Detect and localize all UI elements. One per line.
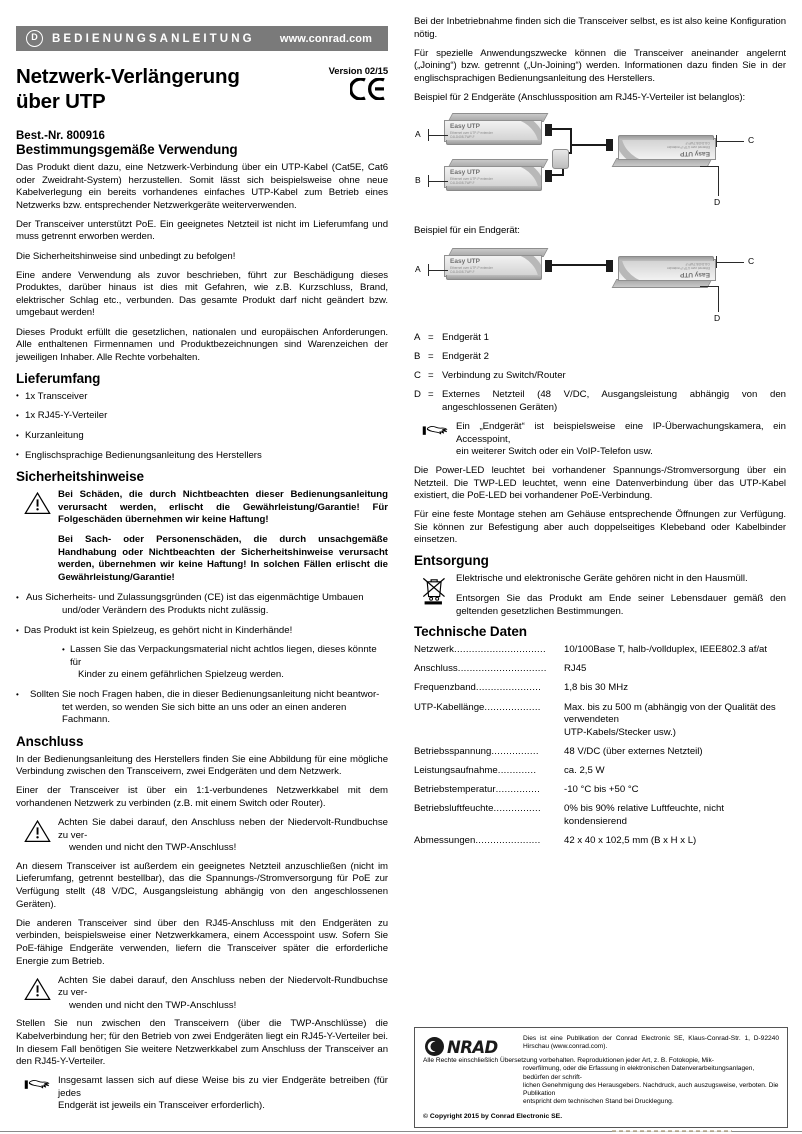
- legend-value: Externes Netzteil (48 V/DC, Ausgangsleistung abhängig von den angeschlossenen Geräten): [442, 389, 786, 414]
- tech-dots: ......................: [475, 682, 542, 694]
- section-heading-intended-use: Bestimmungsgemäße Verwendung: [16, 142, 238, 157]
- diagram-label-c2: C: [748, 256, 755, 267]
- warning-triangle-icon-wrap: [16, 975, 58, 1001]
- warning-triangle-icon-wrap: [16, 817, 58, 843]
- right-column: [414, 0, 786, 854]
- footer-rights-3: lichen Genehmigung des Herausgebers. Nachdruck, auch auszugsweise, verboten. Die Publikation: [523, 1081, 779, 1098]
- conrad-logo: [423, 1035, 515, 1057]
- right-hand-line1: Ein „Endgerät“ ist beispielsweise eine IP-Überwachungskamera, ein Accesspoint,: [456, 421, 786, 445]
- device-brand-label: Easy UTP: [450, 123, 480, 131]
- section-heading-safety: Sicherheitshinweise: [16, 469, 144, 485]
- tech-label: [414, 784, 564, 797]
- leader-tick-d2: [700, 286, 719, 287]
- device-base: [618, 135, 714, 140]
- website-url: www.conrad.com: [279, 32, 372, 45]
- leader-tick-d: [700, 166, 719, 167]
- connection-warning-1-text: [58, 817, 388, 855]
- tech-value: [564, 746, 786, 759]
- tech-dots: ...................: [484, 701, 541, 713]
- tech-value-text: -10 °C bis +50 °C: [564, 784, 639, 795]
- intended-use-p5: Dieses Produkt erfüllt die gesetzlichen, nationalen und europäischen Anforderungen. Alle enthaltenen Firmennamen und Produktbezeichnungen sind Warenzeichen der jeweiligen Inhaber. Alle Rechte vorbehalten.: [16, 326, 388, 363]
- tech-label-text: Betriebsspannung: [414, 745, 492, 757]
- tech-dots: ...............: [495, 784, 541, 795]
- right-hand-note-text: [456, 421, 786, 459]
- device-transceiver-a2: [444, 248, 548, 282]
- legend-key: A: [414, 332, 421, 344]
- tech-label: [414, 702, 564, 740]
- diagram-label-a: A: [415, 129, 421, 140]
- legend-row: [414, 389, 786, 414]
- left-column: [16, 0, 388, 1119]
- footer-rights-4: entspricht dem technischen Stand bei Drucklegung.: [523, 1098, 674, 1106]
- wire-a2-to-c2: [550, 264, 608, 266]
- tech-value: [564, 835, 786, 848]
- device-face: [444, 120, 542, 142]
- disposal-line1: Elektrische und elektronische Geräte gehören nicht in den Hausmüll.: [456, 573, 748, 585]
- tech-dots: .............: [497, 764, 537, 776]
- tech-label: [414, 682, 564, 695]
- safety-warning-text: [58, 489, 388, 584]
- wire-a-down: [570, 128, 572, 154]
- pointing-hand-icon: [24, 1077, 50, 1093]
- safety-warning-2: Bei Sach- oder Personenschäden, die durch unsachgemäße Handhabung oder Nichtbeachten der Sicherheitshinweise verursacht werden, übernehmen wir keine Haftung! In solchen Fällen erlischt die Gewährleistung/Garantie!: [58, 533, 388, 583]
- device-brand-label: Easy UTP: [450, 169, 480, 177]
- legend-key: C: [414, 370, 421, 382]
- device-face: [444, 255, 542, 277]
- diagram-two-devices: [414, 111, 786, 223]
- table-row: [414, 803, 786, 828]
- leader-line-b: [428, 181, 448, 182]
- list-item: • 1x RJ45-Y-Verteiler: [16, 410, 388, 423]
- footer-imprint-box: [414, 1027, 788, 1128]
- disposal-block: [414, 573, 786, 618]
- table-row: [414, 702, 786, 740]
- legend-row: [414, 370, 786, 383]
- right-hand-line2: ein weiterer Switch oder ein VoIP-Telefon usw.: [456, 446, 653, 458]
- table-row: [414, 765, 786, 778]
- device-face: [618, 259, 716, 281]
- tech-value: [564, 663, 786, 676]
- table-row: [414, 746, 786, 759]
- intended-use-p4: Eine andere Verwendung als zuvor beschrieben, führt zur Beschädigung dieses Produktes, darüber hinaus ist dies mit Gefahren, wie z.B. Kurzschluss, Brand, elektrischer Schlag etc., verbunden. Das gesamte Produkt darf nicht geändert bzw. umgebaut werden!: [16, 269, 388, 319]
- connection-warn1-line2: wenden und nicht den TWP-Anschluss!: [69, 842, 237, 854]
- crossed-out-wheelie-bin-icon: [422, 575, 448, 606]
- tech-label-text: Betriebsluftfeuchte: [414, 803, 494, 815]
- safety-warning-1: Bei Schäden, die durch Nichtbeachten dieser Bedienungsanleitung verursacht werden, erlischt die Gewährleistung/Garantie! Für Folgeschäden übernehmen wir keine Haftung!: [58, 489, 388, 526]
- device-sub2: C4LD408-TWP-F: [450, 269, 475, 274]
- legend-key: D: [414, 389, 421, 401]
- disposal-text: [456, 573, 786, 618]
- table-row: [414, 784, 786, 797]
- diagram-label-d2: D: [714, 313, 721, 324]
- tech-value: [564, 682, 786, 695]
- connection-hand-note: [16, 1075, 388, 1113]
- tech-label-text: Betriebstemperatur: [414, 784, 496, 795]
- diagram-caption-2: Beispiel für ein Endgerät:: [414, 225, 520, 237]
- device-base: [446, 275, 542, 280]
- legend-equals: =: [428, 351, 434, 363]
- device-transceiver-c2: [612, 254, 716, 288]
- device-sub-label: [450, 131, 493, 139]
- connection-warning-2-text: [58, 975, 388, 1013]
- legend-equals: =: [428, 332, 434, 344]
- ce-logo-icon: [350, 78, 388, 100]
- list-item: [16, 644, 388, 682]
- tech-value-text: 10/100Base T, halb-/vollduplex, IEEE802.3 af/at: [564, 644, 768, 656]
- right-hand-note: [414, 421, 786, 459]
- page-title-line2: über UTP: [16, 90, 106, 113]
- diagram-label-c: C: [748, 135, 755, 146]
- list-item: • 1x Transceiver: [16, 391, 388, 404]
- tech-label: [414, 663, 564, 676]
- leader-line-a2: [428, 270, 448, 271]
- connection-p3: An diesem Transceiver ist außerdem ein geeignetes Netzteil anzuschließen (nicht im Lieferumfang, getrennt bestellbar), das die Spannungs-/Stromversorgung für PoE zur Verfügung stellt (48 V/DC, Ausgangsleistung abhängig von den angeschlossenen Geräten).: [16, 860, 388, 910]
- leader-line-d2: [718, 286, 719, 312]
- intended-use-p3: Die Sicherheitshinweise sind unbedingt zu befolgen!: [16, 250, 236, 262]
- footer-top-row: [423, 1035, 779, 1057]
- pointing-hand-icon: [422, 423, 448, 439]
- tech-label-text: Leistungsaufnahme: [414, 764, 498, 776]
- tech-value-text: ca. 2,5 W: [564, 764, 605, 776]
- header-band: [16, 26, 388, 51]
- right-intro-p2: Für spezielle Anwendungszwecke können die Transceiver aneinander angelernt („Joining“) bzw. getrennt („Un-Joining“) werden. Informationen dazu finden Sie in der englischsprachigen Bedienungsanleitung des Herstellers.: [414, 47, 786, 84]
- tech-dots: ................: [493, 803, 541, 815]
- device-sub1: Ethernet over UTP-P extender: [450, 176, 493, 181]
- tech-dots: ...............................: [453, 644, 546, 656]
- right-intro-p1: Bei der Inbetriebnahme finden sich die Transceiver selbst, es ist also keine Konfiguration nötig.: [414, 16, 786, 40]
- section-heading-scope: Lieferumfang: [16, 370, 101, 386]
- safety-item-2-text: Lassen Sie das Verpackungsmaterial nicht achtlos liegen, dieses könnte für: [70, 644, 377, 668]
- device-base: [618, 256, 714, 261]
- diagram-one-device: [414, 244, 786, 328]
- device-brand-label: Easy UTP: [680, 271, 710, 279]
- doc-type-label: BEDIENUNGSANLEITUNG: [52, 32, 255, 45]
- legend-row: [414, 332, 786, 345]
- section-heading-disposal: Entsorgung: [414, 553, 489, 569]
- device-sub1: Ethernet over UTP-P extender: [450, 130, 493, 135]
- device-brand-label: Easy UTP: [680, 150, 710, 158]
- list-item: [16, 625, 388, 638]
- connection-hand-note-text: [58, 1075, 388, 1113]
- ce-mark-icon: [329, 78, 388, 105]
- connection-hand-line2: Endgerät ist jeweils ein Transceiver erforderlich).: [58, 1100, 265, 1112]
- device-sub2: C4LD408-TWP-F: [685, 141, 710, 146]
- hand-icon-wrap: [16, 1075, 58, 1093]
- device-b-port: [545, 170, 552, 182]
- order-number: Best.-Nr. 800916: [16, 130, 105, 142]
- connection-p4: Die anderen Transceiver sind über den RJ45-Anschluss mit den Endgeräten zu verbinden, beispielsweise einer Netzwerkkamera, einem Accesspoint usw. Sofern Sie PoE-fähige Endgeräte verwenden, liefern die Transceiver später die erforderliche Energie zum Betrieb.: [16, 917, 388, 967]
- footer-rights-1: Alle Rechte einschließlich Übersetzung vorbehalten. Reproduktionen jeder Art, z. B. Fotokopie, Mik-: [423, 1057, 715, 1064]
- device-face: [444, 166, 542, 188]
- legend-value: Endgerät 2: [442, 351, 489, 363]
- connection-p1: In der Bedienungsanleitung des Herstellers finden Sie eine Abbildung für eine mögliche Verbindung zwischen den Transceivern, zwei Endgeräten und dem Netzwerk.: [16, 753, 388, 778]
- device-sub1: Ethernet over UTP-P extender: [667, 266, 710, 271]
- device-sub2: C4LD408-TWP-F: [450, 134, 475, 139]
- leader-line-c2: [716, 262, 744, 263]
- device-c-port: [606, 139, 613, 151]
- device-transceiver-a: [444, 113, 548, 147]
- mounting-paragraph: Für eine feste Montage stehen am Gehäuse entsprechende Öffnungen zur Verfügung. Sie können zur Befestigung aber auch doppelseitiges Klebeband oder Kabelbinder einsetzen.: [414, 509, 786, 546]
- version-block: [329, 64, 388, 105]
- footer-copyright: © Copyright 2015 by Conrad Electronic SE.: [423, 1112, 563, 1120]
- legend-value: Endgerät 1: [442, 332, 489, 344]
- device-a-port: [545, 124, 552, 136]
- connection-warn2-line2: wenden und nicht den TWP-Anschluss!: [69, 999, 237, 1011]
- tech-value: [564, 803, 786, 828]
- tech-value-text: 48 V/DC (über externes Netzteil): [564, 745, 703, 757]
- disposal-line2: Entsorgen Sie das Produkt am Ende seiner Lebensdauer gemäß den geltenden gesetzlichen Bestimmungen.: [456, 593, 786, 617]
- tech-label-text: Netzwerk: [414, 644, 454, 656]
- connection-hand-line1: Insgesamt lassen sich auf diese Weise bis zu vier Endgeräte betreiben (für jedes: [58, 1075, 388, 1099]
- tech-label: [414, 803, 564, 828]
- diagram-label-a2: A: [415, 264, 421, 275]
- warning-triangle-icon-wrap: [16, 489, 58, 515]
- leader-line-d: [718, 166, 719, 196]
- diagram-label-b: B: [415, 175, 421, 186]
- tech-dots: ......................: [475, 834, 541, 846]
- device-transceiver-b: [444, 159, 548, 193]
- section-heading-tech-data: Technische Daten: [414, 624, 527, 640]
- list-item: [16, 592, 388, 617]
- svg-text:NRAD: NRAD: [447, 1038, 498, 1057]
- legend-equals: =: [428, 370, 434, 382]
- tech-value-text: 1,8 bis 30 MHz: [564, 682, 628, 694]
- device-transceiver-c: [612, 133, 716, 167]
- conrad-logo-icon: [423, 1035, 515, 1058]
- wire-a-out: [550, 128, 572, 130]
- leader-tick-c: [716, 135, 717, 147]
- leader-line-a: [428, 135, 448, 136]
- legend-value: Verbindung zu Switch/Router: [442, 370, 566, 382]
- safety-bullet-list: [16, 592, 388, 726]
- table-row: [414, 663, 786, 676]
- device-sub2: C4LD408-TWP-F: [450, 180, 475, 185]
- connection-warning-1: [16, 817, 388, 855]
- connection-warn1-line1: Achten Sie dabei darauf, den Anschluss neben der Niedervolt-Rundbuchse zu ver-: [58, 817, 388, 841]
- list-item: [16, 689, 388, 727]
- section-heading-connection: Anschluss: [16, 733, 84, 749]
- legend-equals: =: [428, 389, 434, 401]
- device-a2-port: [545, 260, 552, 272]
- device-sub2: C4LD408-TWP-F: [685, 262, 710, 267]
- safety-item-0-cont: und/oder Verändern des Produkts nicht zulässig.: [62, 604, 269, 616]
- device-sub1: Ethernet over UTP-P extender: [667, 145, 710, 150]
- led-paragraph: Die Power-LED leuchtet bei vorhandener Spannungs-/Stromversorgung über ein Netzteil. Die TWP-LED leuchtet, wenn eine Datenverbindung über das UTP-Kabel existiert, die PoE-LED bei vorhandener PoE-Verbindung.: [414, 464, 786, 502]
- tech-value: [564, 784, 786, 797]
- tech-label: [414, 746, 564, 759]
- tech-value-text: 42 x 40 x 102,5 mm (B x H x L): [564, 834, 697, 846]
- hand-icon-wrap: [414, 421, 456, 439]
- tech-value: [564, 644, 786, 657]
- safety-item-0-text: Aus Sicherheits- und Zulassungsgründen (CE) ist das eigenmächtige Umbauen: [26, 592, 364, 604]
- page-title-line1: Netzwerk-Verlängerung: [16, 65, 240, 88]
- tech-label-text: Frequenzband: [414, 682, 476, 694]
- list-item: • Kurzanleitung: [16, 430, 388, 443]
- intended-use-p1: Das Produkt dient dazu, eine Netzwerk-Verbindung über ein UTP-Kabel (Cat5E, Cat6 oder Zweidraht-System) herzustellen. Somit lässt sich beispielsweise ohne neue Kabelverlegung ein bereits vorhandenes einfaches UTP-Kabel zum Betrieb eines Netzwerks bzw. entsprechender Netzwerkgeräte weiterverwenden.: [16, 162, 388, 211]
- device-sub-label: [667, 263, 710, 271]
- connection-p5: Stellen Sie nun zwischen den Transceivern (über die TWP-Anschlüsse) die Kabelverbindung her; für den Betrieb von zwei Endgeräten liegt ein RJ45-Y-Verteiler bei. In diesem Fall benötigen Sie weitere Netzwerkkabel zum Anschluss der Transceiver an den RJ45-Y-Verteiler.: [16, 1018, 388, 1068]
- table-row: [414, 682, 786, 695]
- tech-value-cont: UTP-Kabels/Stecker usw.): [564, 726, 676, 738]
- legend-key: B: [414, 351, 421, 363]
- leader-tick-a2: [428, 264, 429, 276]
- warning-triangle-icon: [24, 491, 51, 515]
- tech-label-text: Anschluss: [414, 663, 458, 675]
- device-sub-label: [450, 177, 493, 185]
- trash-icon-wrap: [414, 573, 456, 606]
- diagram-caption-1: Beispiel für 2 Endgeräte (Anschlussposition am RJ45-Y-Verteiler ist belanglos):: [414, 91, 746, 103]
- connection-warn2-line1: Achten Sie dabei darauf, den Anschluss neben der Niedervolt-Rundbuchse zu ver-: [58, 974, 388, 999]
- header-band-left: [26, 30, 255, 47]
- device-brand-label: Easy UTP: [450, 258, 480, 266]
- country-badge-icon: D: [26, 30, 43, 47]
- bottom-rule-dashed-mark: [612, 1130, 732, 1132]
- table-row: [414, 644, 786, 657]
- tech-label: [414, 644, 564, 657]
- tech-value: [564, 702, 786, 740]
- device-sub-label: [667, 142, 710, 150]
- safety-warning-block: [16, 489, 388, 584]
- tech-data-table: [414, 644, 786, 847]
- safety-item-1-text: Das Produkt ist kein Spielzeug, es gehört nicht in Kinderhände!: [24, 624, 293, 636]
- footer-publication-text: Dies ist eine Publikation der Conrad Electronic SE, Klaus-Conrad-Str. 1, D-92240 Hirschau (www.conrad.com).: [523, 1035, 779, 1051]
- safety-item-3-cont: tet werden, so wenden Sie sich bitte an uns oder an einen anderen Fachmann.: [62, 701, 347, 726]
- warning-triangle-icon: [24, 977, 51, 1001]
- connection-warning-2: [16, 975, 388, 1013]
- device-base: [446, 186, 542, 191]
- safety-item-2-cont: Kinder zu einem gefährlichen Spielzeug werden.: [78, 669, 284, 681]
- leader-tick-a: [428, 129, 429, 141]
- page-title: [16, 64, 240, 114]
- intended-use-p2: Der Transceiver unterstützt PoE. Ein geeignetes Netzteil ist nicht im Lieferumfang und muss getrennt erworben werden.: [16, 218, 388, 243]
- table-row: [414, 835, 786, 848]
- list-item: • Englischsprachige Bedienungsanleitung des Herstellers: [16, 450, 388, 463]
- connection-p2: Einer der Transceiver ist über ein 1:1-verbundenes Netzwerkkabel mit dem vorhandenen Netzwerk zu verbinden (z.B. mit einem Switch oder Router).: [16, 785, 388, 809]
- device-base: [446, 140, 542, 145]
- safety-item-3-text: Sollten Sie noch Fragen haben, die in dieser Bedienungsanleitung nicht beantwor-: [30, 688, 380, 700]
- diagram-legend: [414, 332, 786, 414]
- tech-label-text: UTP-Kabellänge: [414, 701, 485, 713]
- tech-dots: ................: [491, 745, 539, 757]
- version-label: Version 02/15: [328, 66, 388, 77]
- tech-label: [414, 765, 564, 778]
- legend-row: [414, 351, 786, 364]
- leader-tick-b: [428, 175, 429, 187]
- tech-label: [414, 835, 564, 848]
- leader-line-c: [716, 141, 744, 142]
- tech-value-text: 0% bis 90% relative Luftfeuchte, nicht kondensierend: [564, 803, 724, 827]
- tech-value: [564, 765, 786, 778]
- tech-dots: ..............................: [457, 663, 547, 675]
- footer-rights-2: roverfilmung, oder die Erfassung in elektronischen Datenverarbeitungsanlagen, bedürfen der schrift-: [523, 1065, 755, 1081]
- device-sub1: Ethernet over UTP-P extender: [450, 265, 493, 270]
- device-face: [618, 138, 716, 160]
- device-sub-label: [450, 266, 493, 274]
- tech-value-text: RJ45: [564, 663, 587, 675]
- diagram-label-d: D: [714, 197, 721, 208]
- title-row: [16, 64, 388, 114]
- leader-tick-c2: [716, 256, 717, 268]
- warning-triangle-icon: [24, 819, 51, 843]
- scope-of-delivery-list: [16, 391, 388, 462]
- rj45-y-splitter: [552, 149, 569, 169]
- tech-value-text: Max. bis zu 500 m (abhängig von der Qualität des verwendeten: [564, 701, 776, 726]
- tech-label-text: Abmessungen: [414, 834, 476, 846]
